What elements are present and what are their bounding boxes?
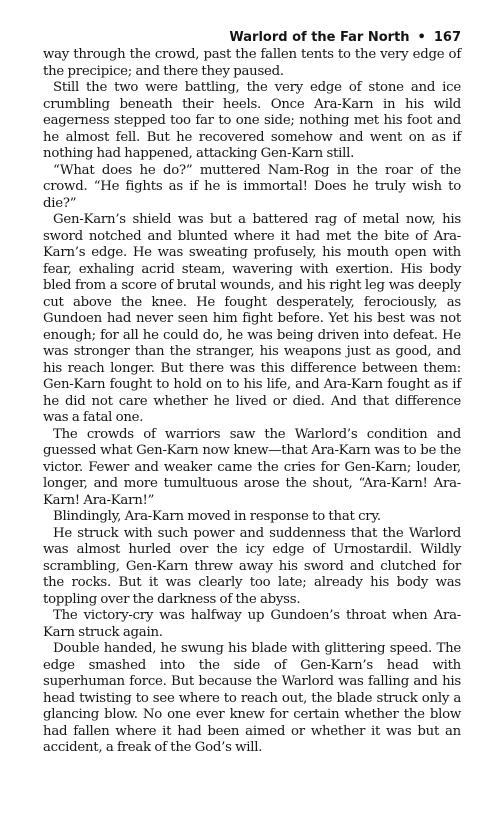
paragraph: The victory-cry was halfway up Gundoen’s throat when Ara-Karn struck again. <box>43 608 461 640</box>
paragraph: The crowds of warriors saw the Warlord’s condition and guessed what Gen-Karn now knew—that Ara-Karn was to be the victor. Fewer and weaker came the cries for Gen-Karn; louder, longer, and more tumultuous arose the shout, “Ara-Karn! Ara-Karn! Ara-Karn!” <box>43 426 461 508</box>
paragraph: Still the two were battling, the very edge of stone and ice crumbling beneath their heels. Once Ara-Karn in his wild eagerness stepped too far to one side; nothing met his foot and he almost fell. But he recovered somehow and went on as if nothing had happened, attacking Gen-Karn still. <box>43 80 461 161</box>
paragraph: Blindingly, Ara-Karn moved in response to that cry. <box>53 509 381 524</box>
book-page <box>43 30 461 757</box>
running-head <box>43 30 461 46</box>
paragraph: Double handed, he swung his blade with glittering speed. The edge smashed into the side of Gen-Karn’s head with superhuman force. But because the Warlord was falling and his head twisting to see where to reach out, the blade struck only a glancing blow. No one ever knew for certain whether the blow had fallen where it had been aimed or whether it was but an accident, a freak of the God’s will. <box>43 641 461 755</box>
paragraph: “What does he do?” muttered Nam-Rog in the roar of the crowd. “He fights as if he is immortal! Does he truly wish to die?” <box>43 162 461 211</box>
paragraph: Gen-Karn’s shield was but a battered rag of metal now, his sword notched and blunted where it had met the bite of Ara-Karn’s edge. He was sweating profusely, his mouth open with fear, exhaling acrid steam, wavering with exertion. His body bled from a score of brutal wounds, and his right leg was deeply cut above the knee. He fought desperately, ferociously, as Gundoen had never seen him fight before. Yet his best was not enough; for all he could do, he was being driven into defeat. He was stronger than the stranger, his weapons just as good, and his reach longer. But there was this difference between them: Gen-Karn fought to hold on to his life, and Ara-Karn fought as if he did not care whether he lived or died. And that difference was a fatal one. <box>43 212 461 425</box>
body-text <box>43 47 461 757</box>
paragraph: way through the crowd, past the fallen tents to the very edge of the precipice; and there they paused. <box>43 47 461 79</box>
paragraph: He struck with such power and suddenness that the Warlord was almost hurled over the icy edge of Urnostardil. Wildly scrambling, Gen-Karn threw away his sword and clutched for the rocks. But it was clearly too late; already his body was toppling over the darkness of the abyss. <box>43 525 461 607</box>
running-title: Warlord of the Far North <box>229 30 410 45</box>
page-number: 167 <box>433 30 461 45</box>
header-separator: • <box>417 30 426 45</box>
